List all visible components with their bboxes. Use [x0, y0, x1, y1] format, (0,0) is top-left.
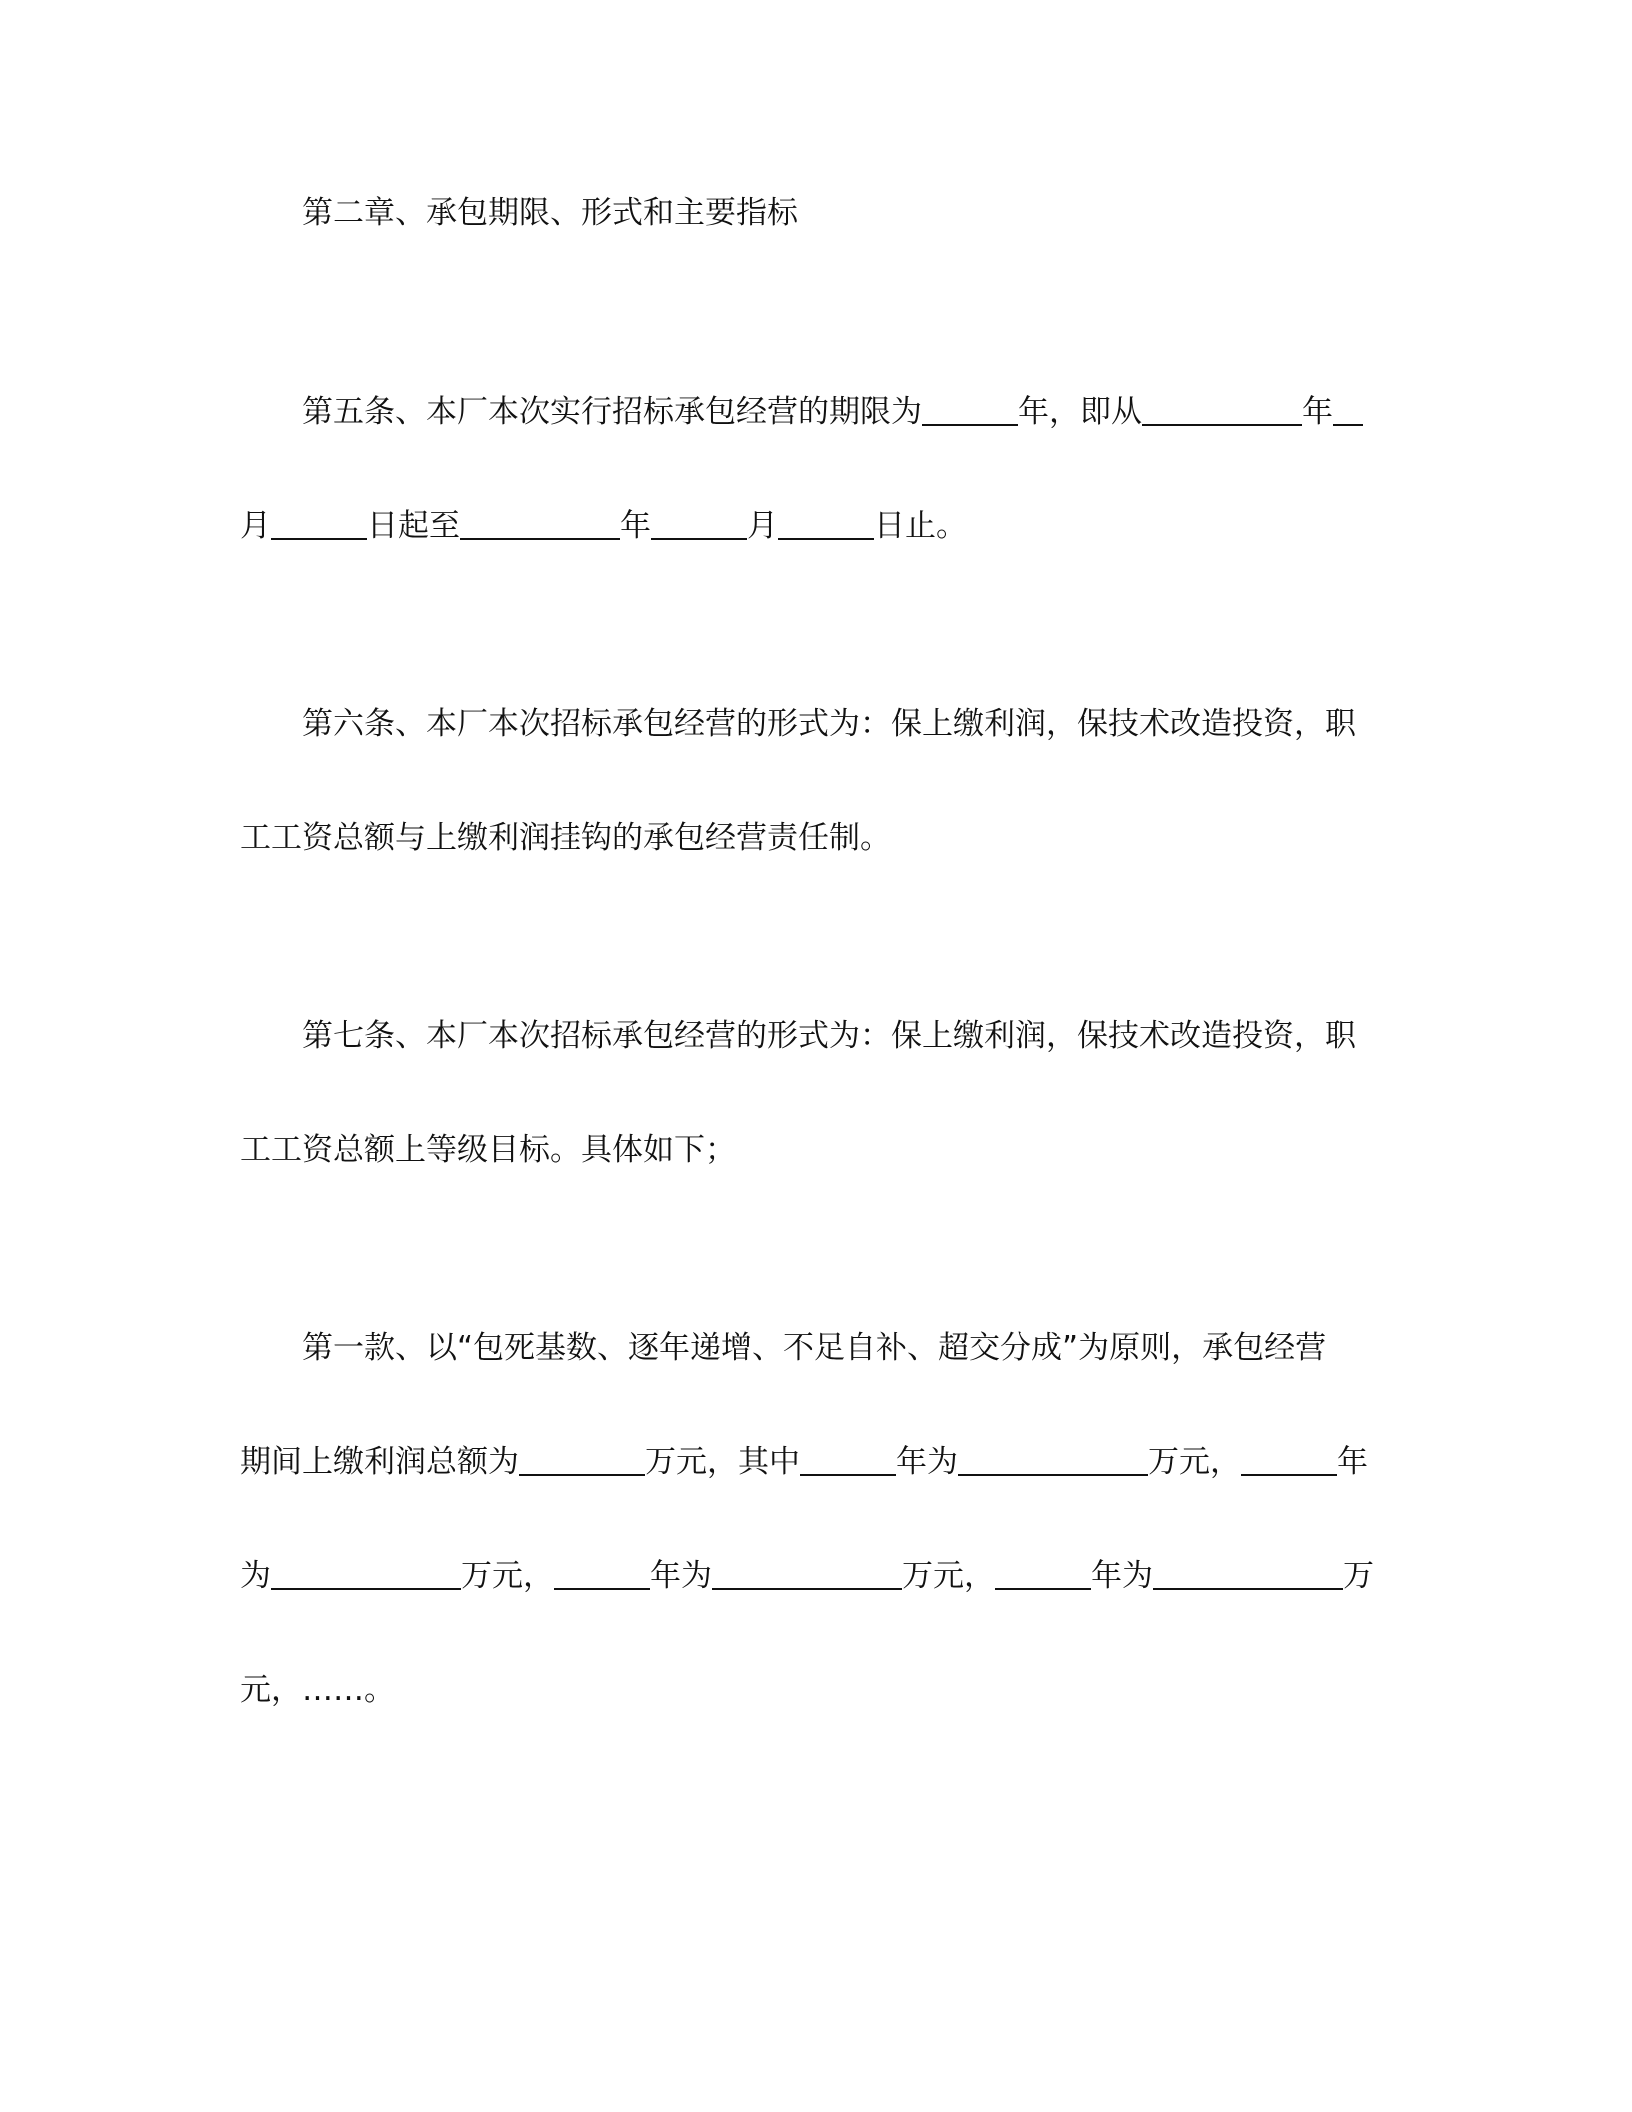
clause-1-text-i: 万元， [902, 1558, 995, 1594]
year-1-blank[interactable] [800, 1444, 896, 1476]
years-blank[interactable] [922, 394, 1018, 426]
clause-1-text-f: 为 [240, 1558, 271, 1594]
article-6-line-1: 第六条、本厂本次招标承包经营的形式为：保上缴利润，保技术改造投资，职 [302, 706, 1356, 742]
article-6-line-2: 工工资总额与上缴利润挂钩的承包经营责任制。 [240, 820, 891, 856]
clause-1-text-a: 期间上缴利润总额为 [240, 1444, 519, 1480]
year-3-amount-blank[interactable] [712, 1558, 902, 1590]
article-5-text-g: 月 [747, 508, 778, 544]
article-7-line-1: 第七条、本厂本次招标承包经营的形式为：保上缴利润，保技术改造投资，职 [302, 1018, 1356, 1054]
end-year-blank[interactable] [460, 508, 620, 540]
clause-1-text-g: 万元， [461, 1558, 554, 1594]
clause-1-line-1: 第一款、以“包死基数、逐年递增、不足自补、超交分成”为原则，承包经营 [302, 1330, 1327, 1366]
end-month-blank[interactable] [651, 508, 747, 540]
clause-1-line-2 [240, 1442, 1368, 1482]
article-5-text-d: 月 [240, 508, 271, 544]
clause-1-text-e: 年 [1337, 1444, 1368, 1480]
year-2-blank[interactable] [1241, 1444, 1337, 1476]
clause-1-text-h: 年为 [650, 1558, 712, 1594]
end-day-blank[interactable] [778, 508, 874, 540]
article-5-line-2 [240, 506, 967, 546]
article-5-text-c: 年 [1302, 394, 1333, 430]
clause-1-text-j: 年为 [1091, 1558, 1153, 1594]
year-2-amount-blank[interactable] [271, 1558, 461, 1590]
start-day-blank[interactable] [271, 508, 367, 540]
article-5-text-b: 年，即从 [1018, 394, 1142, 430]
year-4-blank[interactable] [995, 1558, 1091, 1590]
start-year-blank[interactable] [1142, 394, 1302, 426]
year-1-amount-blank[interactable] [958, 1444, 1148, 1476]
article-5-text-f: 年 [620, 508, 651, 544]
article-7-line-2: 工工资总额上等级目标。具体如下； [240, 1132, 736, 1168]
clause-1-text-b: 万元，其中 [645, 1444, 800, 1480]
article-5-line-1 [302, 392, 1363, 432]
clause-1-text-k: 万 [1343, 1558, 1374, 1594]
article-5-text-h: 日止。 [874, 508, 967, 544]
total-profit-blank[interactable] [519, 1444, 645, 1476]
year-4-amount-blank[interactable] [1153, 1558, 1343, 1590]
clause-1-line-3 [240, 1556, 1374, 1596]
article-5-text-a: 第五条、本厂本次实行招标承包经营的期限为 [302, 394, 922, 430]
clause-1-text-d: 万元， [1148, 1444, 1241, 1480]
article-5-text-e: 日起至 [367, 508, 460, 544]
clause-1-line-4: 元，……。 [240, 1672, 395, 1708]
year-3-blank[interactable] [554, 1558, 650, 1590]
chapter-title: 第二章、承包期限、形式和主要指标 [302, 195, 798, 231]
start-month-blank[interactable] [1333, 394, 1363, 426]
clause-1-text-c: 年为 [896, 1444, 958, 1480]
